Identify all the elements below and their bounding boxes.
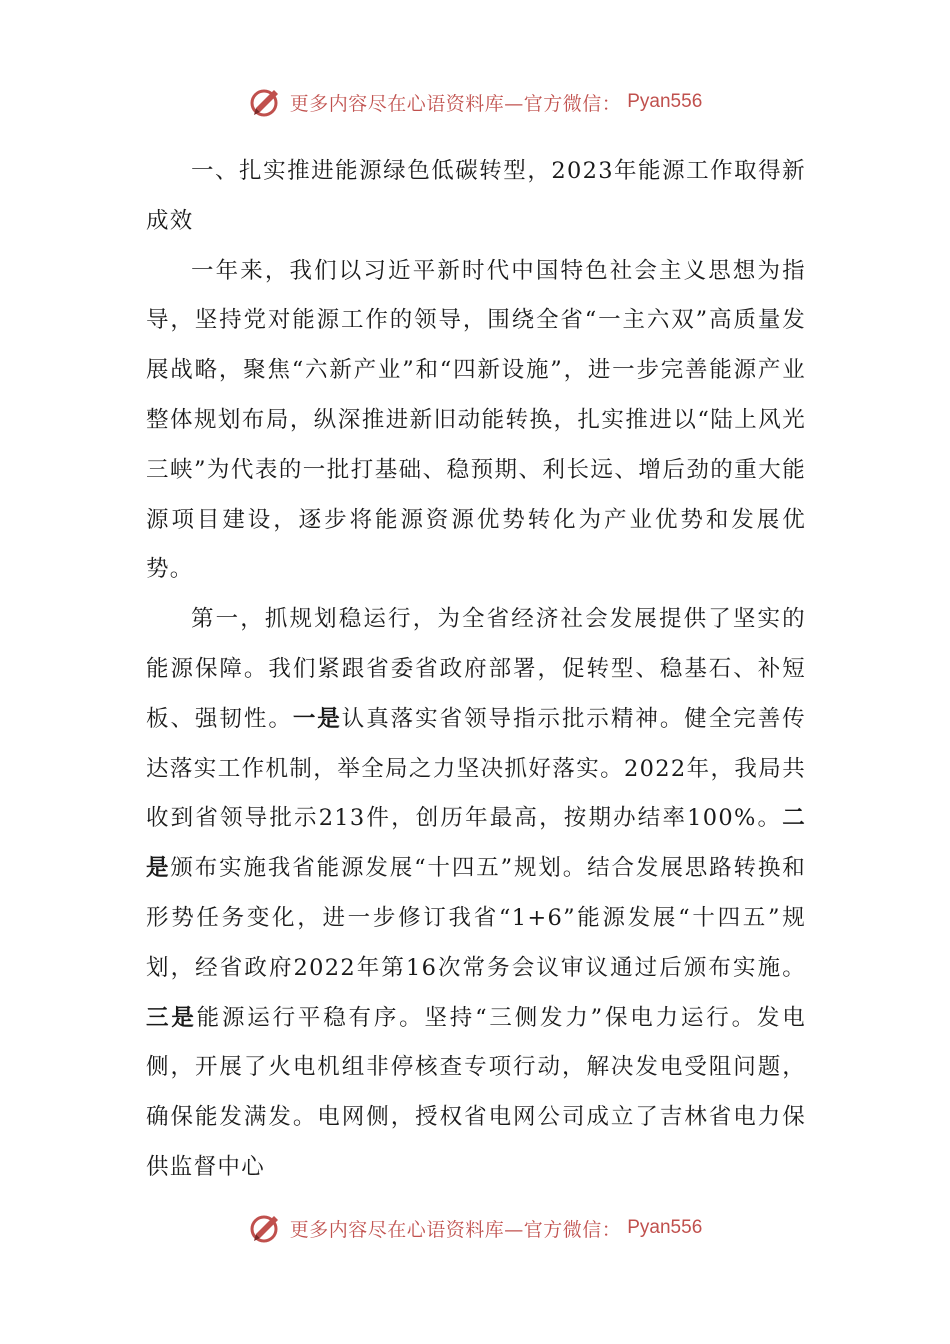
watermark-id: Pyan556 [627, 91, 703, 112]
point-label-3: 三是 [146, 1004, 197, 1031]
paragraph-first-point [146, 595, 806, 1193]
document-body [146, 147, 806, 1193]
section-heading: 一、扎实推进能源绿色低碳转型，2023年能源工作取得新成效 [146, 158, 806, 234]
watermark-text: 更多内容尽在心语资料库—官方微信： [289, 1218, 622, 1241]
watermark-id: Pyan556 [627, 1217, 703, 1238]
point-text-2: 颁布实施我省能源发展“十四五”规划。结合发展思路转换和形势任务变化，进一步修订我省“1+6”能源发展“十四五”规划，经省政府2022年第16次常务会议审议通过后颁布实施。 [146, 855, 806, 981]
paragraph-overview: 一年来，我们以习近平新时代中国特色社会主义思想为指导，坚持党对能源工作的领导，围绕全省“一主六双”高质量发展战略，聚焦“六新产业”和“四新设施”，进一步完善能源产业整体规划布局，纵深推进新旧动能转换，扎实推进以“陆上风光三峡”为代表的一批打基础、稳预期、利长远、增后劲的重大能源项目建设，逐步将能源资源优势转化为产业优势和发展优势。 [146, 257, 806, 583]
watermark-top [0, 84, 950, 120]
point-label-2: 二是 [146, 805, 806, 882]
watermark-text: 更多内容尽在心语资料库—官方微信： [289, 92, 622, 115]
point-text-1: 认真落实省领导指示批示精神。健全完善传达落实工作机制，举全局之力坚决抓好落实。2022年，我局共收到省领导批示213件，创历年最高，按期办结率100%。 [146, 705, 806, 832]
paragraph-intro: 第一，抓规划稳运行，为全省经济社会发展提供了坚实的能源保障。我们紧跟省委省政府部署，促转型、稳基石、补短板、强韧性。 [146, 606, 806, 732]
pen-circle-icon [248, 84, 284, 120]
point-text-3: 能源运行平稳有序。坚持“三侧发力”保电力运行。发电侧，开展了火电机组非停核查专项行动，解决发电受阻问题，确保能发满发。电网侧，授权省电网公司成立了吉林省电力保供监督中心 [146, 1004, 806, 1180]
pen-circle-icon [248, 1210, 284, 1246]
point-label-1: 一是 [292, 705, 342, 732]
watermark-bottom [0, 1210, 950, 1246]
